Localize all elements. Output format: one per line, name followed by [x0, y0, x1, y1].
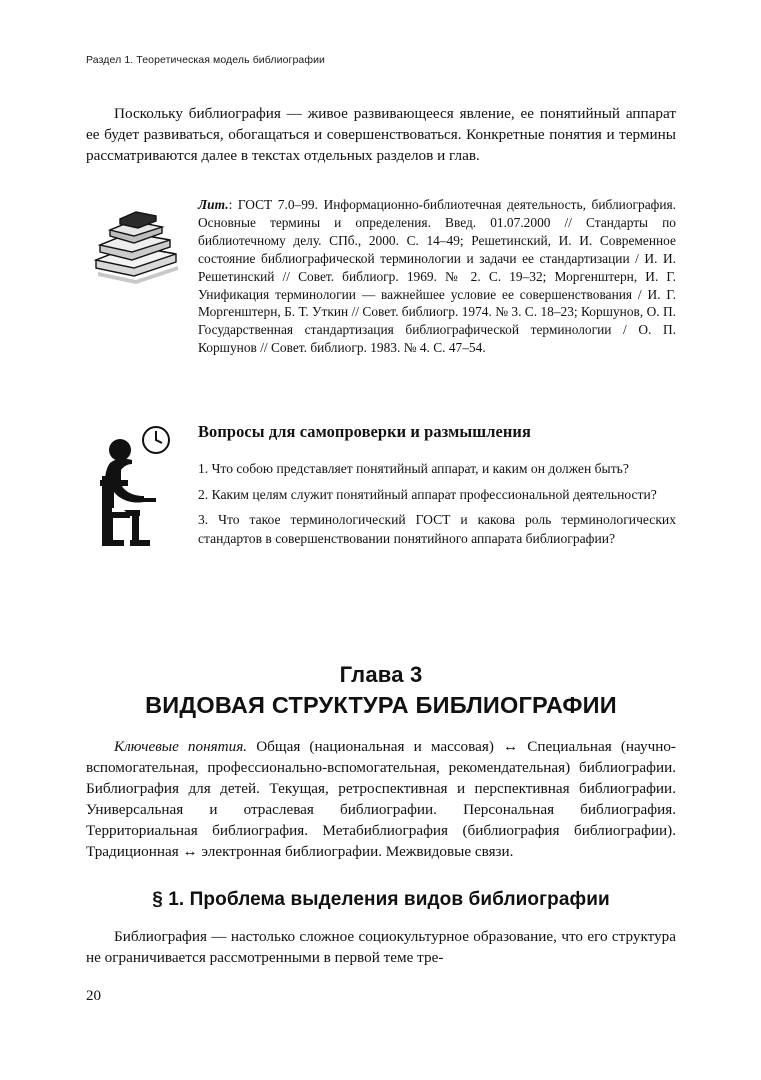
keywords-lead: Ключевые понятия. [114, 738, 248, 756]
running-head: Раздел 1. Теоретическая модель библиографии [86, 54, 326, 66]
chapter-number: Глава 3 [339, 662, 423, 688]
literature-text [198, 196, 676, 356]
question-item: 1. Что собою представляет понятийный аппарат, и каким он должен быть? [198, 461, 629, 477]
page-content [86, 54, 676, 969]
questions-title: Вопросы для самопроверки и размышления [198, 422, 531, 442]
question-item: 2. Каким целям служит понятийный аппарат профессиональной деятельности? [198, 486, 657, 502]
seated-person-with-clock-icon [94, 422, 190, 554]
page-number: 20 [86, 988, 101, 1004]
keywords-text: Общая (национальная и массовая) ↔ Специальная (научно-вспомогательная, профессионально-вспомогательная, рекомендательная) библиографии. Библиография для детей. Текущая, ретроспективная и перспективная библиографии. Универсальная и отраслевая библиографии. Персональная библиография. Территориальная библиография. Метабиблиография (библиография библиографии). Традиционная ↔ электронная библиографии. Межвидовые связи. [86, 738, 676, 861]
stack-of-books-icon [86, 202, 186, 294]
keywords-paragraph [86, 737, 676, 863]
literature-body: : ГОСТ 7.0–99. Информационно-библиотечная деятельность, библиография. Основные термины и определения. Введ. 01.07.2000 // Стандарты по библиотечному делу. СПб., 2000. С. 14–49; Решетинский, И. И. Современное состояние библиографической терминологии и задачи ее стандартизации / И. И. Решетинский // Совет. библиогр. 1969. № 2. С. 19–32; Моргенштерн, И. Г. Унификация терминологии — важнейшее условие ее совершенствования / И. Г. Моргенштерн, Б. Т. Уткин // Совет. библиогр. 1974. № 3. С. 18–23; Коршунов, О. П. Государственная стандартизация библиографической терминологии / О. П. Коршунов // Совет. библиогр. 1983. № 4. С. 47–54. [198, 197, 676, 356]
section-title: § 1. Проблема выделения видов библиографии [152, 889, 610, 911]
literature-block [86, 196, 676, 386]
literature-label: Лит. [198, 197, 229, 213]
questions-body [198, 422, 676, 548]
intro-paragraph: Поскольку библиография — живое развивающееся явление, ее понятийный аппарат ее будет развиваться, обогащаться и совершенствоваться. Конкретные понятия и термины рассматриваются далее в текстах отдельных разделов и глав. [86, 105, 676, 164]
questions-block [86, 422, 676, 632]
question-item: 3. Что такое терминологический ГОСТ и какова роль терминологических стандартов в совершенствовании понятийного аппарата библиографии? [198, 512, 676, 546]
chapter-title: ВИДОВАЯ СТРУКТУРА БИБЛИОГРАФИИ [145, 692, 617, 719]
section-paragraph: Библиография — настолько сложное социокультурное образование, что его структура не ограничивается рассмотренными в первой теме тре- [86, 928, 676, 967]
